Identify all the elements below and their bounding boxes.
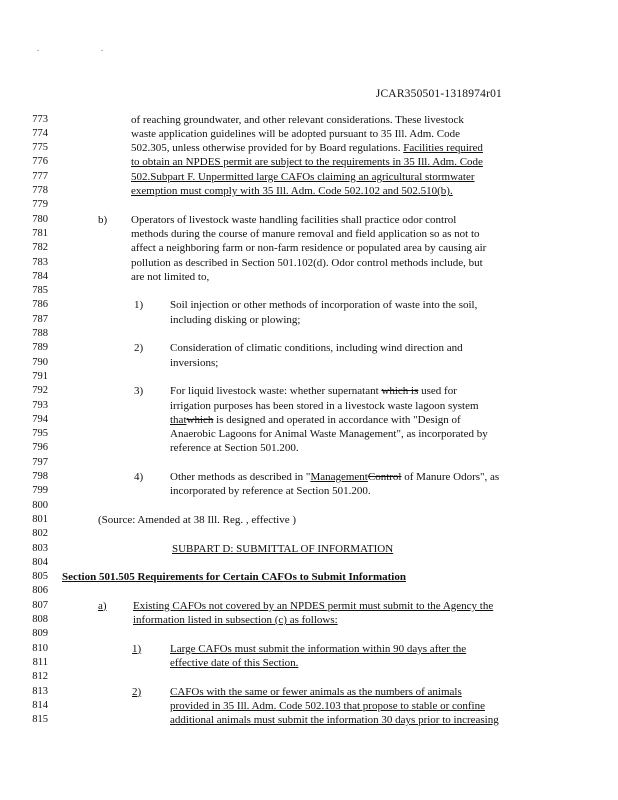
line-text (131, 241, 486, 255)
line-number: 802 (32, 528, 48, 540)
document-line (0, 370, 618, 384)
subsection-label: a) (98, 599, 107, 612)
line-number: 804 (32, 556, 48, 568)
line-text (170, 699, 485, 713)
line-number: 779 (32, 199, 48, 211)
line-number: 782 (32, 242, 48, 254)
scan-specks: . . (37, 44, 133, 53)
document-line (0, 584, 618, 598)
text-run: affect a neighboring farm or non-farm residence or populated area by causing air (131, 242, 487, 255)
text-run: reference at Section 501.200. (170, 442, 299, 455)
line-number: 800 (32, 499, 48, 511)
line-text (170, 441, 299, 455)
text-run: is designed and operated in accordance with "Design of (213, 413, 461, 426)
line-text (133, 613, 338, 627)
inserted-text: Existing CAFOs not covered by an NPDES permit must submit to the Agency the (133, 599, 494, 612)
line-text (131, 155, 483, 169)
subsection-label: b) (98, 213, 108, 226)
line-number: 805 (32, 571, 48, 583)
line-number: 798 (32, 471, 48, 482)
line-number: 796 (32, 442, 48, 454)
line-number: 785 (32, 285, 48, 297)
line-number: 778 (32, 185, 48, 196)
line-text (170, 341, 463, 355)
line-number: 773 (32, 113, 48, 125)
text-run: Other methods as described in " (170, 471, 311, 483)
line-text (62, 570, 406, 584)
line-text (170, 356, 218, 370)
line-number: 784 (32, 270, 48, 282)
line-number: 787 (32, 313, 48, 325)
line-text (170, 427, 488, 441)
document-line (0, 341, 618, 355)
line-number: 783 (32, 256, 48, 268)
line-text (170, 656, 298, 670)
document-line (0, 656, 618, 670)
line-number: 774 (32, 127, 48, 139)
subsection-label: 2) (134, 342, 144, 355)
subsection-label: 3) (134, 385, 144, 398)
line-text (131, 170, 475, 184)
line-number: 809 (32, 628, 48, 640)
document-line (0, 113, 618, 127)
document-line (0, 427, 618, 441)
subsection-label: 4) (134, 471, 144, 483)
line-number: 786 (32, 299, 48, 311)
document-line (0, 542, 618, 556)
line-number: 811 (32, 656, 48, 668)
line-number: 797 (32, 456, 48, 468)
text-run: (Source: Amended at 38 Ill. Reg. , effective ) (98, 513, 297, 526)
line-number: 790 (32, 356, 48, 368)
inserted-text: Facilities required (403, 142, 483, 155)
document-line (0, 556, 618, 570)
document-line (0, 184, 618, 198)
line-text (170, 470, 499, 484)
document-line (0, 670, 618, 684)
deleted-text: which is (381, 385, 419, 398)
document-line (0, 298, 618, 312)
line-number: 776 (32, 156, 48, 168)
line-text (131, 227, 480, 241)
text-run: used for (418, 385, 457, 398)
line-number: 780 (32, 213, 48, 225)
document-line (0, 685, 618, 699)
document-line (0, 198, 618, 212)
document-line (0, 270, 618, 284)
line-text (170, 713, 499, 727)
line-text (170, 642, 466, 656)
inserted-text: that (170, 413, 187, 426)
line-number: 777 (32, 170, 48, 182)
line-number: 794 (32, 413, 48, 425)
document-line (0, 356, 618, 370)
document-line (0, 170, 618, 184)
inserted-text: 502.Subpart F. Unpermitted large CAFOs claiming an agricultural stormwater (131, 170, 475, 183)
line-text (131, 127, 460, 141)
line-number: 788 (32, 328, 48, 339)
line-text (170, 298, 477, 312)
document-line (0, 470, 618, 484)
inserted-text: to obtain an NPDES permit are subject to the requirements in 35 Ill. Adm. Code (131, 156, 483, 169)
text-run: of reaching groundwater, and other relevant considerations. These livestock (131, 113, 464, 126)
inserted-text: SUBPART D: SUBMITTAL OF INFORMATION (172, 542, 394, 555)
text-run: 502.305, unless otherwise provided for by Board regulations. (131, 142, 404, 155)
line-text (131, 141, 483, 155)
line-number: 789 (32, 342, 48, 354)
text-run: Anaerobic Lagoons for Animal Waste Management", as incorporated by (170, 428, 488, 441)
line-text (131, 113, 464, 127)
line-number: 806 (32, 585, 48, 597)
text-run: For liquid livestock waste: whether supernatant (170, 385, 382, 398)
text-run: including disking or plowing; (170, 313, 301, 326)
line-text (170, 484, 371, 498)
document-line (0, 241, 618, 255)
document-line (0, 513, 618, 527)
text-run: waste application guidelines will be adopted pursuant to 35 Ill. Adm. Code (131, 127, 461, 140)
line-text (131, 184, 453, 198)
document-line (0, 713, 618, 727)
document-line (0, 627, 618, 641)
document-line (0, 256, 618, 270)
line-text (170, 685, 462, 699)
line-text (170, 384, 457, 398)
text-run: pollution as described in Section 501.102(d). Odor control methods include, but (131, 256, 483, 269)
document-line (0, 456, 618, 470)
text-run: irrigation purposes has been stored in a livestock waste lagoon system (170, 399, 479, 412)
inserted-text: CAFOs with the same or fewer animals as the numbers of animals (170, 685, 462, 698)
inserted-text: exemption must comply with 35 Ill. Adm. Code 502.102 and 502.510(b). (131, 185, 453, 197)
line-text (131, 256, 483, 270)
document-line (0, 327, 618, 341)
document-line (0, 599, 618, 613)
line-text (170, 313, 300, 327)
deleted-text: Control (367, 471, 402, 483)
inserted-text: Large CAFOs must submit the information within 90 days after the (170, 642, 467, 655)
subsection-label: 2) (132, 685, 142, 698)
text-run: Operators of livestock waste handling facilities shall practice odor control (131, 213, 457, 226)
line-number: 815 (32, 714, 48, 726)
document-line (0, 570, 618, 584)
inserted-text: provided in 35 Ill. Adm. Code 502.103 that propose to stable or confine (170, 699, 485, 712)
line-number: 807 (32, 599, 48, 611)
line-text (170, 413, 461, 427)
document-line (0, 384, 618, 398)
document-line (0, 413, 618, 427)
text-run: inversions; (170, 356, 219, 369)
inserted-text: Management (310, 471, 368, 483)
text-run: methods during the course of manure removal and field application so as not to (131, 227, 480, 240)
line-number: 801 (32, 513, 48, 525)
inserted-text: Section 501.505 Requirements for Certain CAFOs to Submit Information (62, 571, 406, 584)
line-number: 799 (32, 485, 48, 497)
line-number: 803 (32, 542, 48, 554)
line-number: 812 (32, 671, 48, 683)
line-text (131, 270, 209, 284)
line-number: 795 (32, 428, 48, 440)
text-run: Soil injection or other methods of incorporation of waste into the soil, (170, 299, 478, 312)
line-number: 810 (32, 642, 48, 654)
document-line (0, 155, 618, 169)
document-line (0, 484, 618, 498)
line-number: 775 (32, 142, 48, 154)
document-line (0, 613, 618, 627)
inserted-text: information listed in subsection (c) as follows: (133, 614, 338, 626)
deleted-text: which (186, 413, 214, 426)
document-line (0, 642, 618, 656)
text-run: incorporated by reference at Section 501.200. (170, 485, 371, 498)
document-line (0, 141, 618, 155)
document-line (0, 699, 618, 713)
line-text (133, 599, 493, 613)
line-text (98, 513, 296, 527)
subsection-label: 1) (134, 299, 144, 312)
document-id: JCAR350501-1318974r01 (375, 88, 502, 100)
inserted-text: additional animals must submit the information 30 days prior to increasing (170, 714, 499, 727)
line-number: 791 (32, 370, 48, 382)
document-line (0, 213, 618, 227)
document-line (0, 284, 618, 298)
line-text (172, 542, 393, 556)
line-number: 813 (32, 685, 48, 697)
document-line (0, 441, 618, 455)
document-line (0, 499, 618, 513)
text-run: are not limited to, (131, 270, 210, 283)
text-run: Consideration of climatic conditions, including wind direction and (170, 342, 463, 355)
line-number: 808 (32, 614, 48, 625)
line-number: 781 (32, 227, 48, 239)
document-line (0, 527, 618, 541)
subsection-label: 1) (132, 642, 142, 655)
line-number: 814 (32, 699, 48, 711)
line-text (170, 399, 479, 413)
inserted-text: effective date of this Section. (170, 656, 299, 669)
line-number: 793 (32, 399, 48, 411)
document-line (0, 127, 618, 141)
text-run: of Manure Odors", as (401, 471, 500, 483)
document-line (0, 227, 618, 241)
document-line (0, 313, 618, 327)
line-text (131, 213, 456, 227)
line-number: 792 (32, 385, 48, 397)
document-line (0, 399, 618, 413)
